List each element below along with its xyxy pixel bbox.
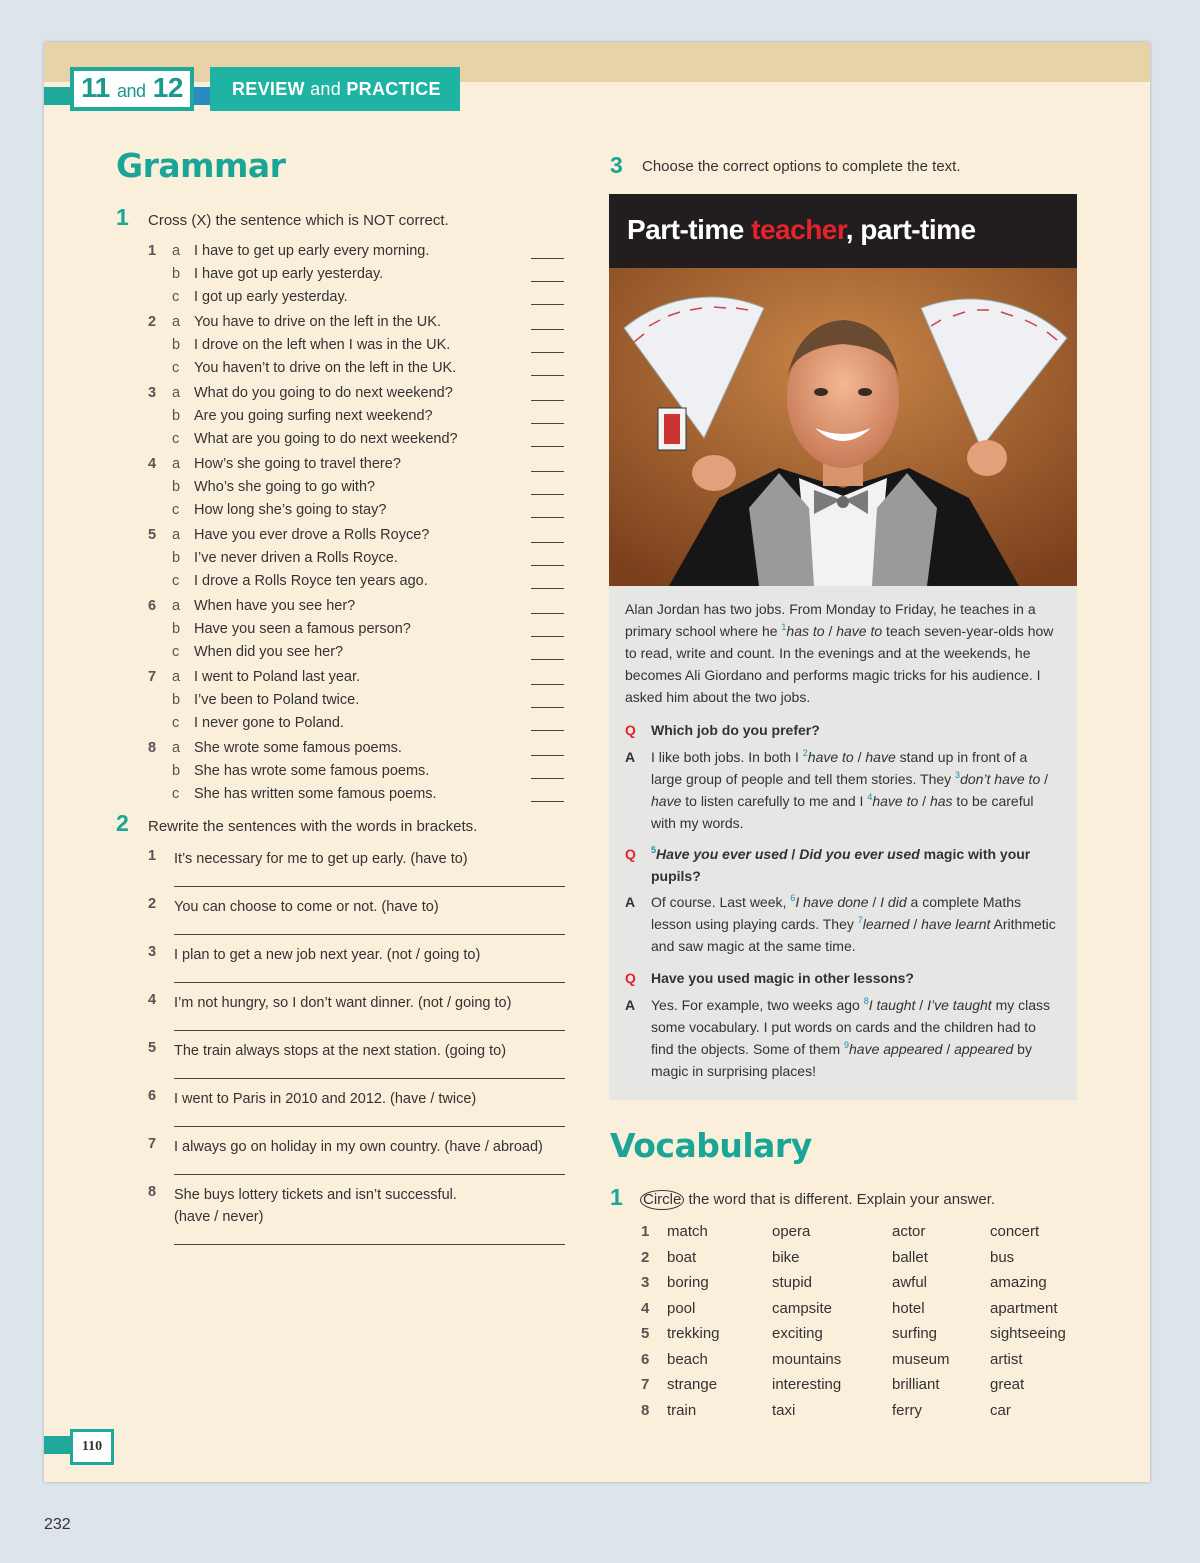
ex1-item xyxy=(148,311,568,333)
ex1-item-text: I got up early yesterday. xyxy=(194,289,348,305)
ex3-instruction: Choose the correct options to complete the text. xyxy=(642,158,961,175)
ex1-item xyxy=(148,595,568,617)
vocab-word[interactable]: train xyxy=(667,1401,697,1419)
answer-blank[interactable] xyxy=(531,470,564,472)
vocab-word[interactable]: taxi xyxy=(772,1401,796,1419)
page-number: 232 xyxy=(44,1516,71,1533)
vocabulary-heading: Vocabulary xyxy=(610,1126,812,1165)
header-strip-blue xyxy=(194,87,210,105)
answer-blank[interactable] xyxy=(531,587,564,589)
vocab-row-number: 1 xyxy=(641,1223,650,1240)
answer-blank[interactable] xyxy=(531,635,564,637)
review-banner xyxy=(210,67,460,111)
ex1-item-text: She has wrote some famous poems. xyxy=(194,763,430,779)
answer-blank[interactable] xyxy=(531,374,564,376)
vocab-row-number: 4 xyxy=(641,1299,650,1317)
answer-line[interactable] xyxy=(174,1173,565,1175)
vocab-word[interactable]: awful xyxy=(892,1274,928,1291)
ex1-item xyxy=(148,405,568,427)
answer-blank[interactable] xyxy=(531,683,564,685)
ex1-item xyxy=(148,712,568,734)
book-page-number: 110 xyxy=(70,1429,114,1465)
unit-and: and xyxy=(116,81,146,101)
vocab-word[interactable]: sightseeing xyxy=(990,1325,1066,1342)
vocab-word[interactable]: beach xyxy=(667,1350,708,1368)
answer-blank[interactable] xyxy=(531,800,564,802)
vocab-word[interactable]: concert xyxy=(990,1223,1040,1240)
vocab-word[interactable]: ferry xyxy=(892,1401,922,1419)
answer-line[interactable] xyxy=(174,981,565,983)
vocab-word[interactable]: surfing xyxy=(892,1325,938,1342)
ex2-item-text: You can choose to come or not. (have to) xyxy=(174,899,439,915)
ex2-number: 2 xyxy=(116,810,129,836)
ex1-item-text: I have got up early yesterday. xyxy=(194,266,384,282)
ex1-item xyxy=(148,760,568,782)
ex1-item-letter: a xyxy=(172,527,181,543)
ex1-item-letter: b xyxy=(172,479,181,495)
answer-blank[interactable] xyxy=(531,493,564,495)
vocab-word[interactable]: boring xyxy=(667,1274,709,1291)
ex1-item xyxy=(148,618,568,640)
answer-blank[interactable] xyxy=(531,658,564,660)
grammar-heading: Grammar xyxy=(116,146,286,185)
answer-line[interactable] xyxy=(174,1077,565,1079)
vocab-row xyxy=(641,1297,1091,1321)
answer-blank[interactable] xyxy=(531,280,564,282)
ex1-item-text: I’ve never driven a Rolls Royce. xyxy=(194,550,398,566)
answer-blank[interactable] xyxy=(531,516,564,518)
vocab-ex1-instruction xyxy=(640,1190,995,1210)
vocab-word[interactable]: strange xyxy=(667,1376,718,1393)
ex2-item-text: She buys lottery tickets and isn’t successful. xyxy=(174,1187,457,1203)
vocab-word[interactable]: museum xyxy=(892,1350,950,1368)
ex1-item-letter: a xyxy=(172,669,181,685)
answer-blank[interactable] xyxy=(531,706,564,708)
ex1-group-number: 6 xyxy=(148,598,157,614)
ex1-group-number: 4 xyxy=(148,456,157,472)
ex1-item-letter: c xyxy=(172,360,180,376)
ex1-item xyxy=(148,641,568,663)
vocab-word[interactable]: trekking xyxy=(667,1325,720,1342)
ex1-item xyxy=(148,263,568,285)
vocab-row xyxy=(641,1399,1091,1423)
vocab-word[interactable]: car xyxy=(990,1401,1011,1419)
ex1-item-letter: a xyxy=(172,243,181,259)
vocab-row xyxy=(641,1246,1091,1270)
ex1-item xyxy=(148,382,568,404)
vocab-row-number: 5 xyxy=(641,1325,650,1342)
vocab-word[interactable]: bus xyxy=(990,1248,1015,1266)
ex1-item-text: She wrote some famous poems. xyxy=(194,740,402,756)
ex2-item-text: It’s necessary for me to get up early. (have to) xyxy=(174,851,468,867)
ex1-group-number: 1 xyxy=(148,243,157,259)
ex2-item-number: 8 xyxy=(148,1184,157,1200)
answer-blank[interactable] xyxy=(531,351,564,353)
answer-line[interactable] xyxy=(174,1243,565,1245)
answer-blank[interactable] xyxy=(531,729,564,731)
title-part-1: Part-time xyxy=(627,214,752,245)
answer-blank[interactable] xyxy=(531,612,564,614)
ex2-item-number: 7 xyxy=(148,1136,157,1152)
ex1-item-letter: c xyxy=(172,502,180,518)
ex2-item-text: I always go on holiday in my own country. (have / abroad) xyxy=(174,1139,543,1155)
ex1-group-number: 8 xyxy=(148,740,157,756)
vocab-row-number: 7 xyxy=(641,1376,650,1393)
answer-blank[interactable] xyxy=(531,541,564,543)
vocab-word[interactable]: artist xyxy=(990,1350,1023,1368)
ex1-item xyxy=(148,476,568,498)
vocab-row-number: 2 xyxy=(641,1248,650,1266)
ex1-item xyxy=(148,499,568,521)
vocab-word[interactable]: bike xyxy=(772,1248,800,1266)
ex2-instruction: Rewrite the sentences with the words in brackets. xyxy=(148,818,478,835)
ex1-item xyxy=(148,334,568,356)
ex1-item-text: I drove on the left when I was in the UK. xyxy=(194,337,451,353)
ex1-item-letter: a xyxy=(172,456,181,472)
ex1-item-letter: b xyxy=(172,337,181,353)
ex1-item-text: What are you going to do next weekend? xyxy=(194,431,458,447)
and-word: and xyxy=(310,79,342,99)
ex2-item-text-2: (have / never) xyxy=(174,1209,264,1225)
vocab-row xyxy=(641,1322,1091,1346)
vocab-row xyxy=(641,1348,1091,1372)
ex1-item-letter: a xyxy=(172,385,181,401)
ex1-item-letter: c xyxy=(172,431,180,447)
ex1-item-letter: a xyxy=(172,314,181,330)
answer-line[interactable] xyxy=(174,1029,565,1031)
ex1-group-number: 5 xyxy=(148,527,157,543)
article-title xyxy=(609,194,1077,268)
answer-blank[interactable] xyxy=(531,303,564,305)
review-word: REVIEW xyxy=(232,79,305,99)
ex2-item-text: I went to Paris in 2010 and 2012. (have / twice) xyxy=(174,1091,477,1107)
ex1-group-number: 7 xyxy=(148,669,157,685)
answer-line[interactable] xyxy=(174,885,565,887)
ex2-item-number: 1 xyxy=(148,848,157,864)
ex1-item-text: What do you going to do next weekend? xyxy=(194,385,453,401)
ex1-item-text: You have to drive on the left in the UK. xyxy=(194,314,441,330)
vocab-row xyxy=(641,1220,1091,1244)
ex2-item-text: I plan to get a new job next year. (not / going to) xyxy=(174,947,481,963)
vocab-word[interactable]: exciting xyxy=(772,1325,823,1342)
ex1-item-text: How’s she going to travel there? xyxy=(194,456,401,472)
page xyxy=(44,42,1150,1482)
title-teacher: teacher xyxy=(751,214,846,245)
vocab-word[interactable]: interesting xyxy=(772,1376,842,1393)
answer-line[interactable] xyxy=(174,933,565,935)
answer-blank[interactable] xyxy=(531,422,564,424)
ex1-item-text: Who’s she going to go with? xyxy=(194,479,376,495)
page-strip xyxy=(44,1436,70,1454)
vocab-word[interactable]: amazing xyxy=(990,1274,1047,1291)
ex1-item-letter: b xyxy=(172,763,181,779)
circle-word: Circle xyxy=(640,1190,684,1210)
ex2-item-number: 2 xyxy=(148,896,157,912)
reading-text-box: Part-time teacher, part-time Alan Jordan has two jobs. From Monday to Friday, he teaches in a primary school where he $^1$has to / have to teach seven-year-olds how to read, write and count. In the evenings and at the weekends, he becomes Ali Giordano and performs magic tricks for his audience. I asked him about the two jobs. Q Which job do you prefer? A I like both jobs. In both I $^2$have to / have stand up in front of a large group of people and tell them stories. They $^3$don’t have to / have to listen carefully to me and I $^4$have to / has to be careful with my words. Q $^5$Have you ever used / Did you ever used magic with your pupils? A Of course. Last week, $^6$I have done / I did a complete Maths lesson using playing cards. They $^7$learned / have learnt Arithmetic and saw magic at the same time. Q Have you used magic in other lessons? A Yes. For example, two weeks ago $^8$I taught / I’ve taught my class some vocabulary. I put words on cards and the children had to find the objects. Some of them $^9$have appeared / appeared by magic in surprising places! xyxy=(609,194,1077,1100)
vocab-word[interactable]: great xyxy=(990,1376,1025,1393)
answer-blank[interactable] xyxy=(531,777,564,779)
vocab-word[interactable]: match xyxy=(667,1223,708,1240)
ex1-item-text: I have to get up early every morning. xyxy=(194,243,430,259)
answer-line[interactable] xyxy=(174,1125,565,1127)
ex1-item-text: I never gone to Poland. xyxy=(194,715,344,731)
answer-blank[interactable] xyxy=(531,754,564,756)
ex1-item-text: You haven’t to drive on the left in the UK. xyxy=(194,360,457,376)
ex1-item-text: When did you see her? xyxy=(194,644,344,660)
ex1-item xyxy=(148,524,568,546)
ex1-item xyxy=(148,666,568,688)
ex1-item-text: I drove a Rolls Royce ten years ago. xyxy=(194,573,428,589)
ex1-item-letter: b xyxy=(172,408,181,424)
vocab-ex1-number: 1 xyxy=(610,1184,623,1210)
ex1-item-letter: c xyxy=(172,786,180,802)
ex1-item-letter: c xyxy=(172,715,180,731)
vocab-word[interactable]: opera xyxy=(772,1223,811,1240)
ex1-item-text: Are you going surfing next weekend? xyxy=(194,408,433,424)
magician-photo xyxy=(609,268,1077,586)
ex1-item-text: Have you ever drove a Rolls Royce? xyxy=(194,527,430,543)
vocab-row-number: 6 xyxy=(641,1350,650,1368)
vocab-word[interactable]: hotel xyxy=(892,1299,925,1317)
practice-word: PRACTICE xyxy=(346,79,441,99)
ex2-item-number: 4 xyxy=(148,992,157,1008)
header-strip xyxy=(44,87,70,105)
ex1-item-text: How long she’s going to stay? xyxy=(194,502,387,518)
ex1-item xyxy=(148,357,568,379)
ex2-item-number: 6 xyxy=(148,1088,157,1104)
ex1-number: 1 xyxy=(116,204,129,230)
magician-illustration xyxy=(609,268,1077,586)
ex1-item-letter: c xyxy=(172,644,180,660)
vocab-word[interactable]: ballet xyxy=(892,1248,928,1266)
ex1-group-number: 2 xyxy=(148,314,157,330)
ex1-item xyxy=(148,570,568,592)
ex1-item xyxy=(148,428,568,450)
ex1-item xyxy=(148,240,568,262)
ex2-item-text: The train always stops at the next station. (going to) xyxy=(174,1043,507,1059)
vocab-row-number: 8 xyxy=(641,1401,650,1419)
answer-blank[interactable] xyxy=(531,564,564,566)
ex1-item xyxy=(148,453,568,475)
vocab-row-number: 3 xyxy=(641,1274,650,1291)
vocab-instruction-rest: the word that is different. Explain your answer. xyxy=(684,1191,996,1208)
ex1-item xyxy=(148,547,568,569)
ex1-item xyxy=(148,737,568,759)
ex1-item-text: Have you seen a famous person? xyxy=(194,621,411,637)
vocab-word[interactable]: pool xyxy=(667,1299,696,1317)
ex2-item-text: I’m not hungry, so I don’t want dinner. (not / going to) xyxy=(174,995,512,1011)
answer-blank[interactable] xyxy=(531,399,564,401)
unit-b: 12 xyxy=(152,72,183,103)
answer-blank[interactable] xyxy=(531,257,564,259)
ex1-item-letter: b xyxy=(172,266,181,282)
ex1-item-letter: c xyxy=(172,573,180,589)
article-intro: Alan Jordan has two jobs. From Monday to Friday, he teaches in a primary school where he $^1$has to / have to teach seven-year-olds how to read, write and count. In the evenings and at the weekends, he becomes Ali Giordano and performs magic tricks for his audience. I asked him about the two jobs. xyxy=(625,601,1054,705)
ex1-group-number: 3 xyxy=(148,385,157,401)
ex1-item-letter: b xyxy=(172,692,181,708)
unit-a: 11 xyxy=(81,72,110,103)
vocab-word[interactable]: boat xyxy=(667,1248,697,1266)
ex2-item-number: 3 xyxy=(148,944,157,960)
ex1-item xyxy=(148,286,568,308)
ex2-item-number: 5 xyxy=(148,1040,157,1056)
ex1-item xyxy=(148,689,568,711)
vocab-row xyxy=(641,1373,1091,1397)
ex1-instruction: Cross (X) the sentence which is NOT correct. xyxy=(148,212,449,229)
ex1-item xyxy=(148,783,568,805)
ex3-number: 3 xyxy=(610,152,623,178)
vocab-word[interactable]: mountains xyxy=(772,1350,842,1368)
ex1-item-text: I’ve been to Poland twice. xyxy=(194,692,360,708)
ex1-item-letter: a xyxy=(172,598,181,614)
vocab-word[interactable]: apartment xyxy=(990,1299,1058,1317)
vocab-word[interactable]: stupid xyxy=(772,1274,813,1291)
ex1-item-text: When have you see her? xyxy=(194,598,356,614)
title-part-3: , part-time xyxy=(845,214,976,245)
unit-badge xyxy=(70,67,194,111)
vocab-word[interactable]: brilliant xyxy=(892,1376,940,1393)
ex1-item-letter: b xyxy=(172,550,181,566)
answer-blank[interactable] xyxy=(531,445,564,447)
ex1-item-text: I went to Poland last year. xyxy=(194,669,361,685)
vocab-word[interactable]: actor xyxy=(892,1223,926,1240)
ex1-item-text: She has written some famous poems. xyxy=(194,786,437,802)
answer-blank[interactable] xyxy=(531,328,564,330)
vocab-row xyxy=(641,1271,1091,1295)
ex1-item-letter: b xyxy=(172,621,181,637)
ex1-item-letter: c xyxy=(172,289,180,305)
ex1-item-letter: a xyxy=(172,740,181,756)
vocab-word[interactable]: campsite xyxy=(772,1299,833,1317)
